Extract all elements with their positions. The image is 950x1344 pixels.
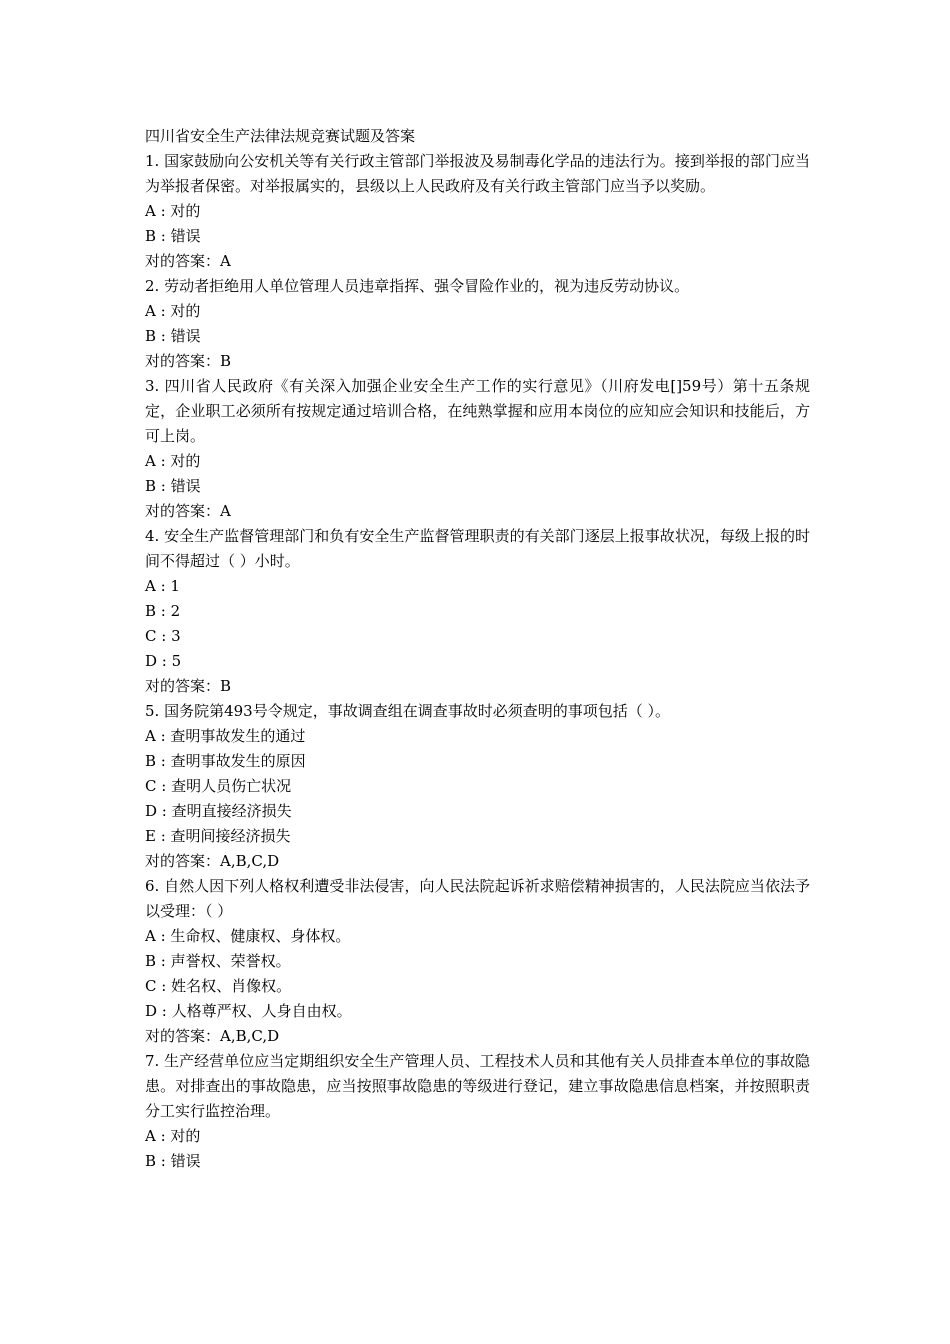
document-title: 四川省安全生产法律法规竞赛试题及答案 bbox=[145, 127, 416, 145]
option-d: D : 5 bbox=[145, 652, 182, 670]
option-c: C : 姓名权、肖像权。 bbox=[145, 977, 292, 995]
option-b: B : 声誉权、荣誉权。 bbox=[145, 952, 291, 970]
question-5 bbox=[145, 699, 810, 874]
question-text: 5. 国务院第493号令规定，事故调查组在调查事故时必须查明的事项包括（ ）。 bbox=[145, 702, 670, 720]
option-a: A : 对的 bbox=[145, 302, 201, 320]
option-a: A : 1 bbox=[145, 577, 180, 595]
question-1 bbox=[145, 149, 810, 274]
question-text: 1. 国家鼓励向公安机关等有关行政主管部门举报波及易制毒化学品的违法行为。接到举报的部门应当为举报者保密。对举报属实的，县级以上人民政府及有关行政主管部门应当予以奖励。 bbox=[145, 152, 810, 195]
question-text: 4. 安全生产监督管理部门和负有安全生产监督管理职责的有关部门逐层上报事故状况，每级上报的时间不得超过（ ）小时。 bbox=[145, 527, 810, 570]
option-d: D : 查明直接经济损失 bbox=[145, 802, 292, 820]
document-body bbox=[145, 124, 810, 1174]
option-b: B : 错误 bbox=[145, 1152, 201, 1170]
answer: 对的答案：B bbox=[145, 352, 232, 370]
option-a: A : 生命权、健康权、身体权。 bbox=[145, 927, 351, 945]
answer: 对的答案：A,B,C,D bbox=[145, 852, 280, 870]
option-c: C : 3 bbox=[145, 627, 181, 645]
question-text: 7. 生产经营单位应当定期组织安全生产管理人员、工程技术人员和其他有关人员排查本单位的事故隐患。对排查出的事故隐患，应当按照事故隐患的等级进行登记，建立事故隐患信息档案，并按照职责分工实行监控治理。 bbox=[145, 1052, 810, 1120]
answer: 对的答案：A bbox=[145, 502, 231, 520]
option-a: A : 对的 bbox=[145, 202, 201, 220]
question-text: 3. 四川省人民政府《有关深入加强企业安全生产工作的实行意见》（川府发电[]59号）第十五条规定，企业职工必须所有按规定通过培训合格，在纯熟掌握和应用本岗位的应知应会知识和技能后，方可上岗。 bbox=[145, 377, 810, 445]
answer: 对的答案：A,B,C,D bbox=[145, 1027, 280, 1045]
option-b: B : 错误 bbox=[145, 477, 201, 495]
option-a: A : 对的 bbox=[145, 452, 201, 470]
option-a: A : 对的 bbox=[145, 1127, 201, 1145]
question-4 bbox=[145, 524, 810, 699]
option-b: B : 错误 bbox=[145, 227, 201, 245]
option-a: A : 查明事故发生的通过 bbox=[145, 727, 306, 745]
answer: 对的答案：B bbox=[145, 677, 232, 695]
option-b: B : 查明事故发生的原因 bbox=[145, 752, 306, 770]
question-6 bbox=[145, 874, 810, 1049]
option-e: E : 查明间接经济损失 bbox=[145, 827, 291, 845]
question-3 bbox=[145, 374, 810, 524]
question-7 bbox=[145, 1049, 810, 1174]
question-text: 2. 劳动者拒绝用人单位管理人员违章指挥、强令冒险作业的，视为违反劳动协议。 bbox=[145, 277, 690, 295]
option-d: D : 人格尊严权、人身自由权。 bbox=[145, 1002, 352, 1020]
answer: 对的答案：A bbox=[145, 252, 231, 270]
option-b: B : 2 bbox=[145, 602, 181, 620]
option-b: B : 错误 bbox=[145, 327, 201, 345]
question-2 bbox=[145, 274, 810, 374]
question-text: 6. 自然人因下列人格权利遭受非法侵害，向人民法院起诉祈求赔偿精神损害的，人民法院应当依法予以受理：（ ） bbox=[145, 877, 810, 920]
option-c: C : 查明人员伤亡状况 bbox=[145, 777, 292, 795]
